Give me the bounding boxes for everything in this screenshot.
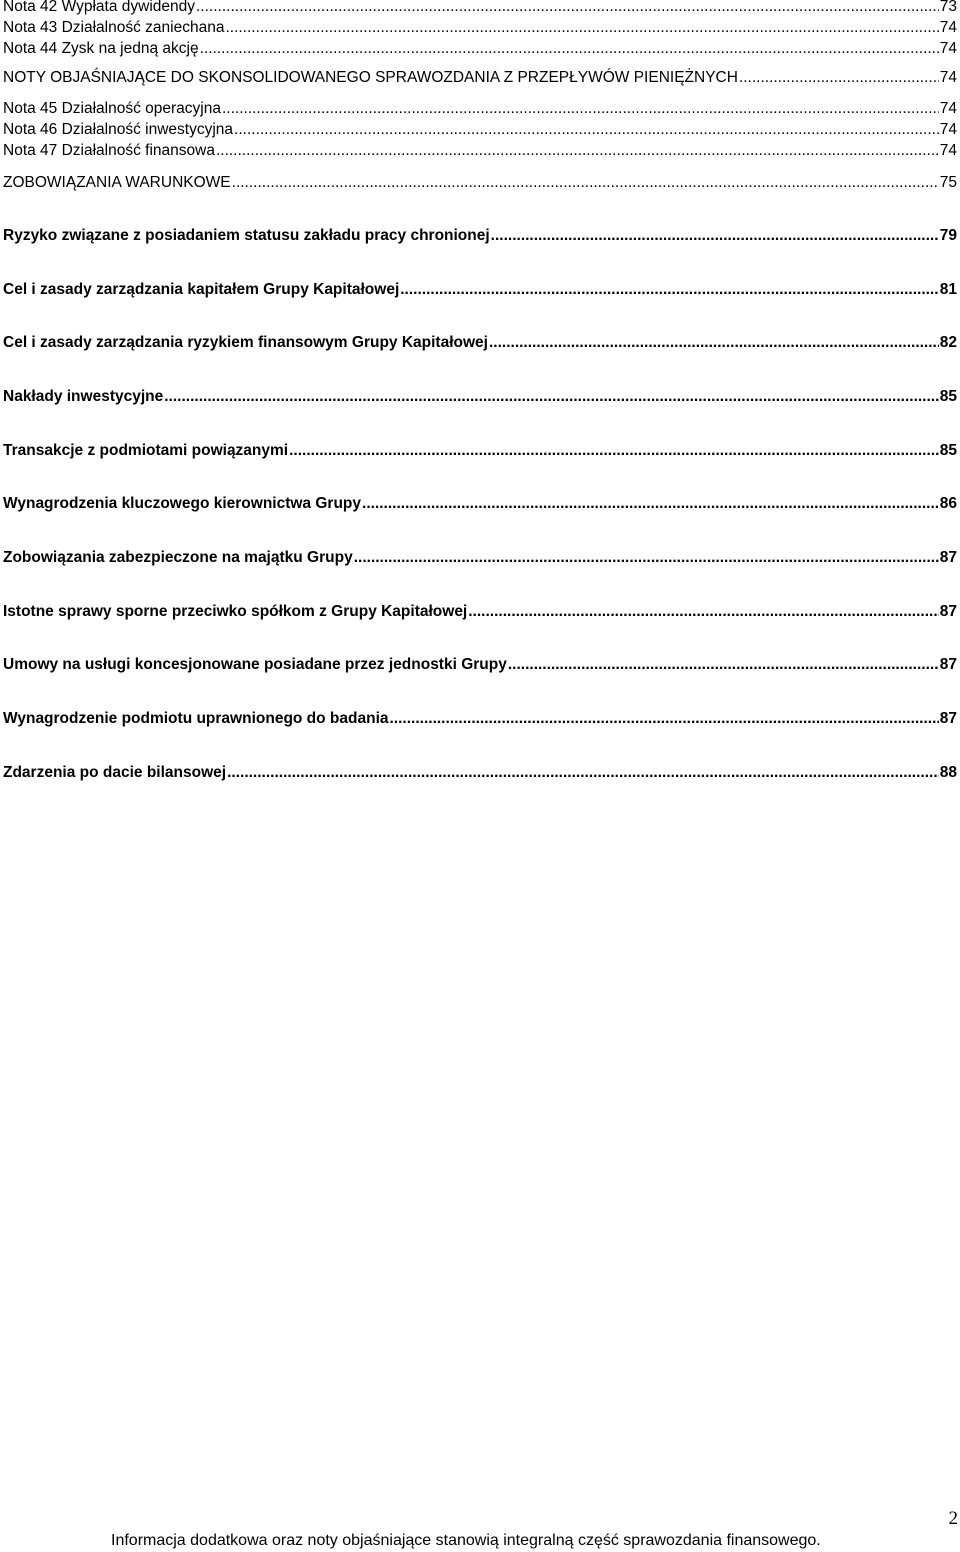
toc-entry-title: Nota 47 Działalność finansowa (3, 142, 215, 159)
toc-entry-page: 86 (939, 495, 957, 512)
toc-entry-page: 85 (939, 442, 957, 459)
toc-dot-leader (232, 173, 939, 193)
toc-entry-page: 87 (939, 603, 957, 620)
toc-dot-leader (400, 280, 939, 300)
toc-dot-leader (222, 99, 939, 119)
toc-dot-leader (508, 655, 939, 675)
toc-entry-page: 74 (939, 69, 957, 86)
toc-dot-leader (491, 226, 939, 246)
toc-entry-section[interactable] (3, 763, 957, 783)
page-number: 2 (948, 1508, 958, 1529)
toc-dot-leader (390, 709, 939, 729)
toc-entry-title: Wynagrodzenia kluczowego kierownictwa Grupy (3, 495, 362, 512)
toc-entry-title: Transakcje z podmiotami powiązanymi (3, 442, 289, 459)
toc-entry[interactable] (3, 120, 957, 140)
toc-dot-leader (225, 18, 938, 38)
toc-dot-leader (164, 387, 939, 407)
toc-dot-leader (489, 333, 939, 353)
toc-entry-title: Zobowiązania zabezpieczone na majątku Grupy (3, 549, 353, 566)
toc-entry-section[interactable] (3, 602, 957, 622)
page-footer: Informacja dodatkowa oraz noty objaśniające stanowią integralną część sprawozdania finansowego. (111, 1532, 821, 1549)
toc-entry-section[interactable] (3, 548, 957, 568)
toc-dot-leader (196, 0, 939, 17)
toc-entry-section[interactable] (3, 655, 957, 675)
toc-entry-section[interactable] (3, 709, 957, 729)
toc-entry-title: Nota 46 Działalność inwestycyjna (3, 121, 234, 138)
toc-entry-section[interactable] (3, 226, 957, 246)
toc-entry-page: 74 (939, 100, 957, 117)
toc-entry-title: Nakłady inwestycyjne (3, 388, 164, 405)
toc-entry-section[interactable] (3, 494, 957, 514)
toc-entry-page: 88 (939, 764, 957, 781)
toc-entry-title: Nota 45 Działalność operacyjna (3, 100, 221, 117)
toc-dot-leader (289, 441, 939, 461)
toc-entry[interactable] (3, 18, 957, 38)
toc-entry-page: 74 (939, 121, 957, 138)
toc-entry-title: Ryzyko związane z posiadaniem statusu zakładu pracy chronionej (3, 227, 490, 244)
toc-entry-title: Zdarzenia po dacie bilansowej (3, 764, 227, 781)
toc-dot-leader (362, 494, 939, 514)
toc-entry-page: 81 (939, 281, 957, 298)
toc-entry-page: 79 (939, 227, 957, 244)
toc-dot-leader (200, 39, 939, 59)
toc-entry-page: 87 (939, 656, 957, 673)
toc-entry-title: Umowy na usługi koncesjonowane posiadane przez jednostki Grupy (3, 656, 507, 673)
toc-entry-title: Nota 42 Wypłata dywidendy (3, 0, 195, 15)
toc-entry-page: 75 (939, 174, 957, 191)
toc-entry[interactable] (3, 141, 957, 161)
toc-entry-section[interactable] (3, 173, 957, 193)
toc-entry[interactable] (3, 39, 957, 59)
toc-entry-title: Cel i zasady zarządzania ryzykiem finansowym Grupy Kapitałowej (3, 334, 488, 351)
toc-dot-leader (468, 602, 939, 622)
toc-entry-title: Istotne sprawy sporne przeciwko spółkom z Grupy Kapitałowej (3, 603, 468, 620)
toc-entry-title: Nota 44 Zysk na jedną akcję (3, 40, 199, 57)
toc-entry-title: Nota 43 Działalność zaniechana (3, 19, 225, 36)
toc-entry-page: 74 (939, 142, 957, 159)
toc-entry-section[interactable] (3, 441, 957, 461)
toc-entry-section[interactable] (3, 387, 957, 407)
toc-entry-title: Cel i zasady zarządzania kapitałem Grupy Kapitałowej (3, 281, 400, 298)
toc-entry-section[interactable] (3, 68, 957, 88)
toc-entry-page: 74 (939, 19, 957, 36)
toc-entry-section[interactable] (3, 280, 957, 300)
toc-entry[interactable] (3, 99, 957, 119)
toc-entry-page: 74 (939, 40, 957, 57)
toc-entry-page: 87 (939, 710, 957, 727)
toc-entry-page: 85 (939, 388, 957, 405)
toc-entry-title: NOTY OBJAŚNIAJĄCE DO SKONSOLIDOWANEGO SPRAWOZDANIA Z PRZEPŁYWÓW PIENIĘŻNYCH (3, 69, 738, 86)
toc-entry-title: ZOBOWIĄZANIA WARUNKOWE (3, 174, 231, 191)
toc-entry-section[interactable] (3, 333, 957, 353)
toc-entry-title: Wynagrodzenie podmiotu uprawnionego do badania (3, 710, 389, 727)
toc-dot-leader (234, 120, 939, 140)
toc-dot-leader (354, 548, 939, 568)
toc-dot-leader (227, 763, 939, 783)
toc-entry-page: 73 (939, 0, 957, 15)
toc-entry-page: 82 (939, 334, 957, 351)
toc-entry[interactable] (3, 0, 957, 17)
toc-dot-leader (739, 68, 939, 88)
toc-entry-page: 87 (939, 549, 957, 566)
toc-dot-leader (216, 141, 939, 161)
